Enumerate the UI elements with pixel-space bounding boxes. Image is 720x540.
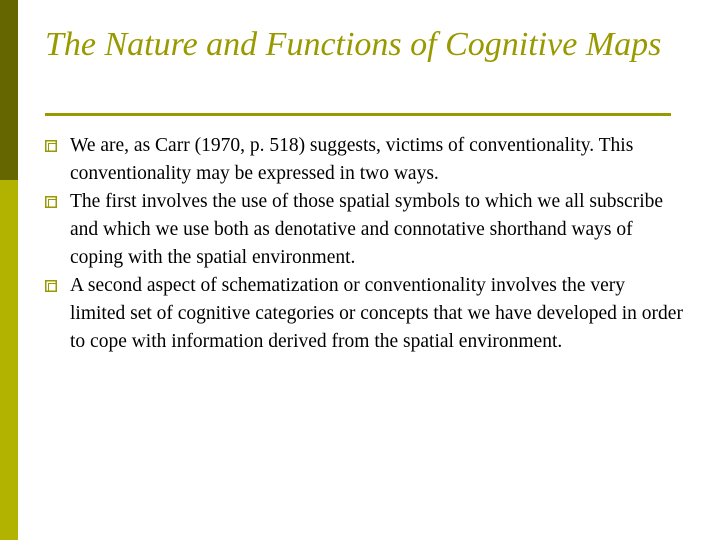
list-item: [45, 188, 685, 272]
left-accent-bar-light: [0, 180, 18, 540]
list-item: [45, 272, 685, 356]
slide-title: The Nature and Functions of Cognitive Maps: [45, 26, 662, 63]
square-bullet-icon: [45, 280, 57, 292]
bullet-list: [45, 132, 685, 356]
bullet-text: The first involves the use of those spatial symbols to which we all subscribe and which we use both as denotative and connotative shorthand ways of coping with the spatial environment.: [70, 191, 664, 268]
left-accent-bar-dark: [0, 0, 18, 180]
square-bullet-icon: [45, 196, 57, 208]
bullet-text: A second aspect of schematization or conventionality involves the very limited set of cognitive categories or concepts that we have developed in order to cope with information derived from the spatial environment.: [70, 275, 683, 352]
square-bullet-icon: [45, 140, 57, 152]
title-underline: [45, 113, 671, 116]
bullet-text: We are, as Carr (1970, p. 518) suggests, victims of conventionality. This conventionality may be expressed in two ways.: [70, 135, 634, 184]
list-item: [45, 132, 685, 188]
